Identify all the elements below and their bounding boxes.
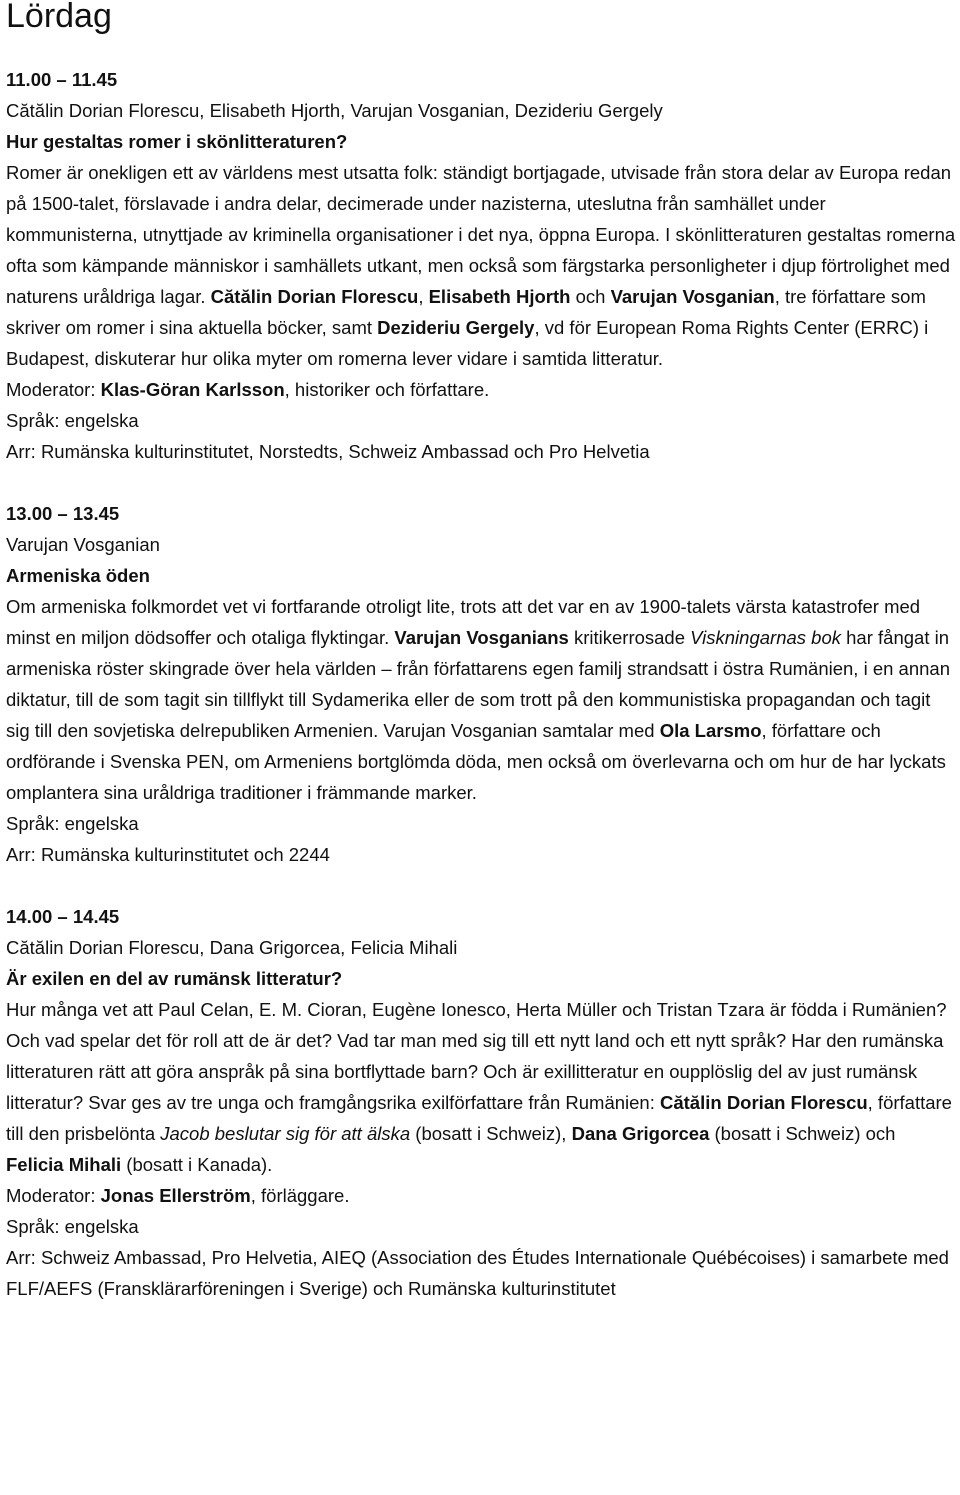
- moderator-suffix: , historiker och författare.: [284, 379, 490, 400]
- desc-text: Hur många vet att Paul Celan, E. M. Cioran, Eugène Ionesco, Herta Müller och Tristan Tzara är födda i Rumänien? Och vad spelar det för roll att de är det? Vad tar man med sig till ett nytt land och ett nytt språk? Har den rumänska litteraturen rätt att göra anspråk på sina bortflyttade barn? Och är exillitteratur en oupplöslig del av just rumänsk litteratur? Svar ges av tre unga och framgångsrika exilförfattare från Rumänien:: [6, 999, 947, 1113]
- participant-name: Cătălin Dorian Florescu: [660, 1092, 868, 1113]
- session-description: [6, 994, 956, 1180]
- desc-text: , vd för European Roma Rights Center (ERRC) i Budapest, diskuterar hur olika myter om romerna lever vidare i samtida litteratur.: [6, 317, 929, 369]
- moderator-suffix: , förläggare.: [250, 1185, 350, 1206]
- desc-text: (bosatt i Kanada).: [121, 1154, 273, 1175]
- session-description: [6, 591, 956, 808]
- page-title: Lördag: [6, 0, 112, 35]
- desc-text: Om armeniska folkmordet vet vi fortfarande otroligt lite, trots att det var en av 1900-talets värsta katastrofer med minst en miljon dödsoffer och otaliga flyktingar.: [6, 596, 921, 648]
- session-title: Armeniska öden: [6, 565, 150, 586]
- desc-text: har fångat in armeniska röster skingrade över hela världen – från författarens egen familj strandsatt i östra Rumänien, i en annan diktatur, till de som tagit sin tillflykt till Sydamerika eller de som trott på den kommunistiska propagandan och tagit sig till den sovjetiska delrepubliken Armenien. Varujan Vosganian samtalar med: [6, 627, 950, 741]
- session-participants: Cătălin Dorian Florescu, Elisabeth Hjorth, Varujan Vosganian, Dezideriu Gergely: [6, 100, 663, 121]
- participant-name: Varujan Vosganian: [610, 286, 775, 307]
- session-organizers: Arr: Schweiz Ambassad, Pro Helvetia, AIEQ (Association des Études Internationale Québécoises) i samarbete med FLF/AEFS (Fransklärarföreningen i Sverige) och Rumänska kulturinstitutet: [6, 1247, 949, 1299]
- desc-text: , författare och ordförande i Svenska PEN, om Armeniens bortglömda döda, men också om överlevarna och om hur de har lyckats omplantera sina uråldriga traditioner i främmande marker.: [6, 720, 946, 803]
- participant-name: Felicia Mihali: [6, 1154, 122, 1175]
- book-title: Jacob beslutar sig för att älska: [160, 1123, 411, 1144]
- desc-text: , tre författare som skriver om romer i sina aktuella böcker, samt: [6, 286, 926, 338]
- desc-text: (bosatt i Schweiz),: [410, 1123, 572, 1144]
- session-language: Språk: engelska: [6, 410, 139, 431]
- session-participants: Cătălin Dorian Florescu, Dana Grigorcea, Felicia Mihali: [6, 937, 458, 958]
- session-title: Är exilen en del av rumänsk litteratur?: [6, 968, 343, 989]
- book-title: Viskningarnas bok: [690, 627, 841, 648]
- moderator-prefix: Moderator:: [6, 1185, 101, 1206]
- participant-name: Elisabeth Hjorth: [428, 286, 571, 307]
- session-time: 13.00 – 13.45: [6, 503, 120, 524]
- desc-text: , författare till den prisbelönta: [6, 1092, 952, 1144]
- session-organizers: Arr: Rumänska kulturinstitutet och 2244: [6, 844, 330, 865]
- moderator-name: Jonas Ellerström: [100, 1185, 251, 1206]
- session-1: [6, 64, 956, 467]
- session-participants: Varujan Vosganian: [6, 534, 160, 555]
- session-time: 11.00 – 11.45: [6, 69, 118, 90]
- session-language: Språk: engelska: [6, 813, 139, 834]
- participant-name: Dezideriu Gergely: [377, 317, 535, 338]
- session-organizers: Arr: Rumänska kulturinstitutet, Norstedts, Schweiz Ambassad och Pro Helvetia: [6, 441, 650, 462]
- session-language: Språk: engelska: [6, 1216, 139, 1237]
- participant-name: Ola Larsmo: [659, 720, 762, 741]
- participant-name: Varujan Vosganians: [394, 627, 569, 648]
- session-3: [6, 901, 956, 1304]
- desc-text: kritikerrosade: [568, 627, 691, 648]
- desc-text: Romer är onekligen ett av världens mest utsatta folk: ständigt bortjagade, utvisade från stora delar av Europa redan på 1500-talet, förslavade i andra delar, decimerade under nazisterna, uteslutna från samhället under kommunisterna, utnyttjade av kriminella organisationer i det nya, öppna Europa. I skönlitteraturen gestaltas romerna ofta som kämpande människor i samhällets utkant, men också som färgstarka personligheter i djup förtrolighet med naturens uråldriga lagar.: [6, 162, 956, 307]
- participant-name: Dana Grigorcea: [571, 1123, 710, 1144]
- program-document: [6, 64, 956, 1335]
- session-moderator: [6, 374, 956, 405]
- session-2: [6, 498, 956, 870]
- desc-text: och: [570, 286, 611, 307]
- moderator-name: Klas-Göran Karlsson: [100, 379, 285, 400]
- desc-text: (bosatt i Schweiz) och: [709, 1123, 896, 1144]
- session-title: Hur gestaltas romer i skönlitteraturen?: [6, 131, 348, 152]
- participant-name: Cătălin Dorian Florescu: [210, 286, 419, 307]
- session-moderator: [6, 1180, 956, 1211]
- moderator-prefix: Moderator:: [6, 379, 101, 400]
- desc-text: ,: [418, 286, 429, 307]
- session-time: 14.00 – 14.45: [6, 906, 120, 927]
- session-description: [6, 157, 956, 374]
